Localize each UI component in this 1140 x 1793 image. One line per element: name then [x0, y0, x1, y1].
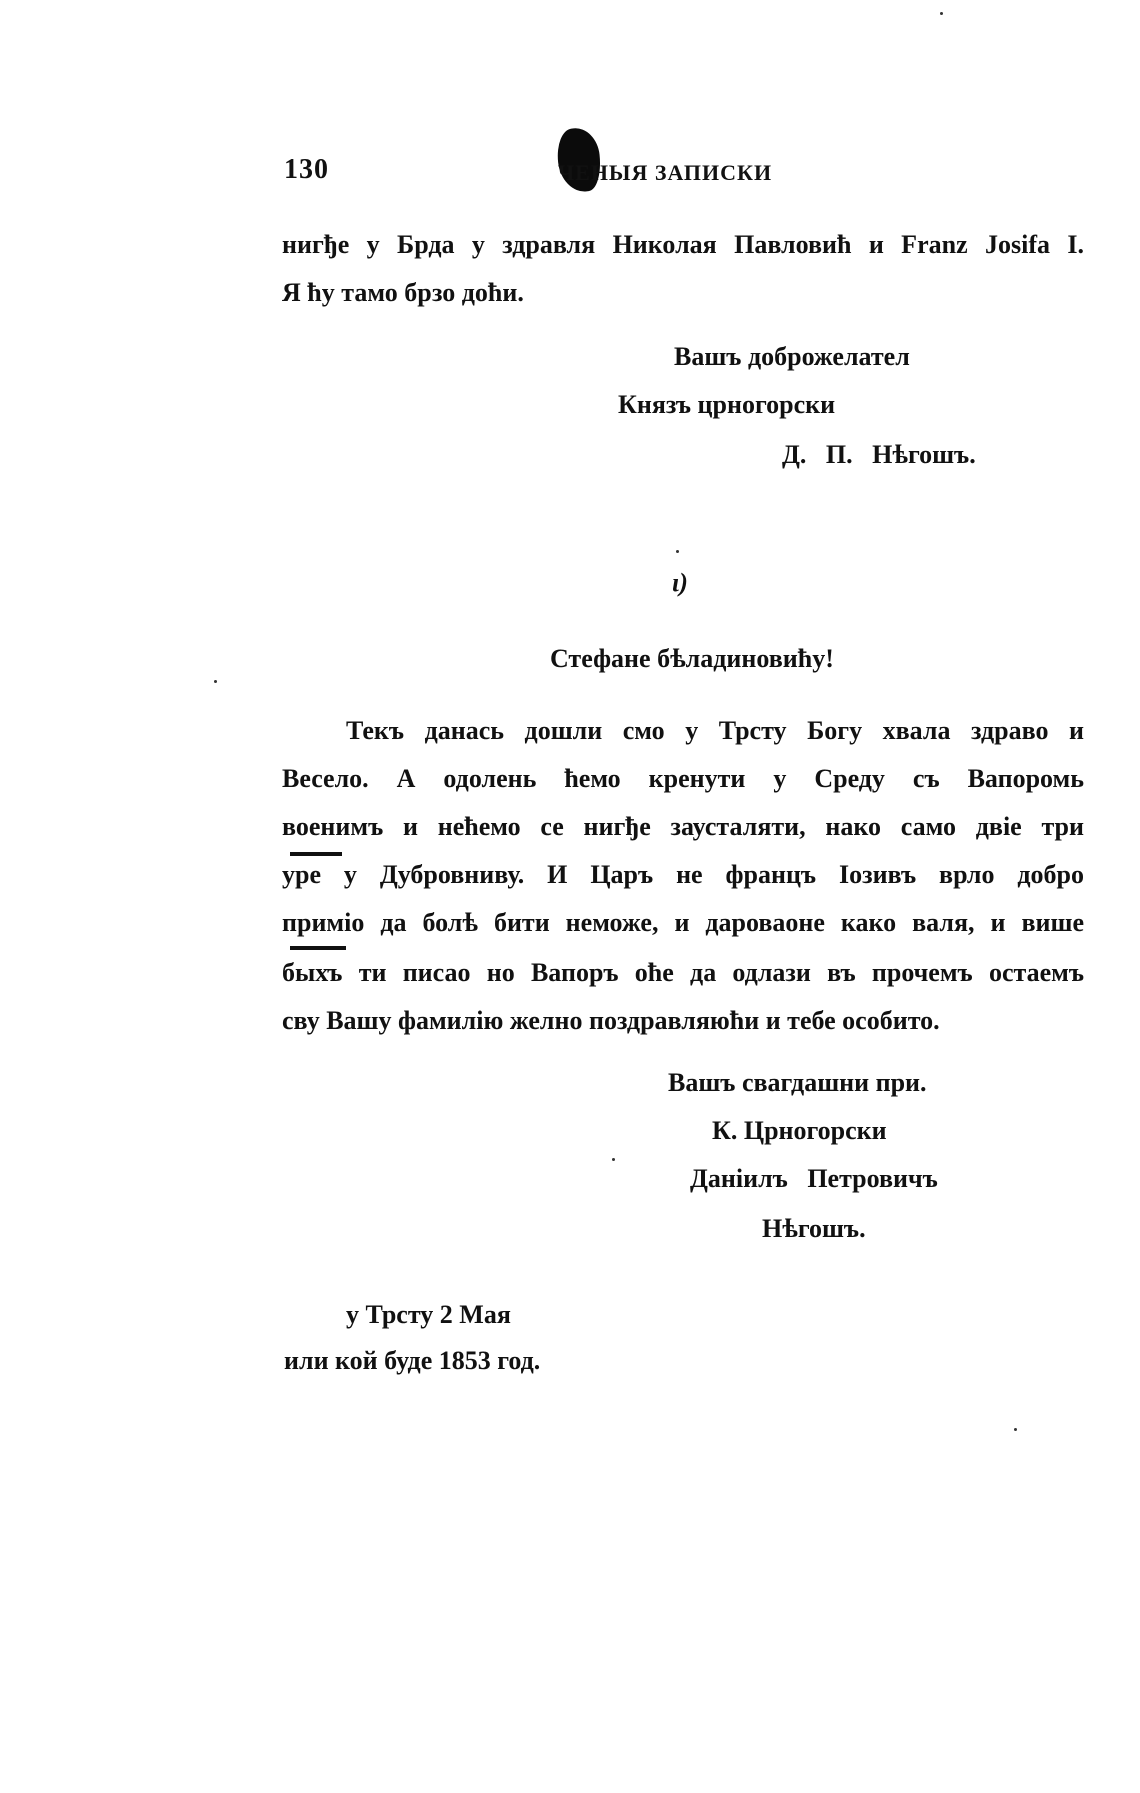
letter2-closing-3: Даніилъ Петровичъ: [690, 1164, 938, 1193]
letter1-closing-1: Вашъ доброжелател: [674, 342, 910, 371]
speck: [612, 1158, 615, 1161]
overline-mark: [290, 852, 342, 856]
letter2-salutation: Стефане бѣладиновићу!: [550, 644, 834, 673]
letter2-line-3: военимъ и нећемо се нигђе заусталяти, нако само двіе три: [282, 812, 1084, 841]
letter2-line-6: быхъ ти писао но Вапоръ оће да одлази въ прочемъ остаемъ: [282, 958, 1084, 987]
speck: [1014, 1428, 1017, 1431]
speck: [214, 680, 217, 683]
dateline-1: у Трсту 2 Мая: [346, 1300, 511, 1329]
page-number: 130: [284, 154, 329, 185]
letter1-line-2: Я ћу тамо брзо доћи.: [282, 278, 524, 307]
letter2-closing-1: Вашъ свагдашни при.: [668, 1068, 927, 1097]
letter2-signature: Нѣгошъ.: [762, 1214, 866, 1243]
letter2-line-5: приміо да болѣ бити неможе, и дароваоне како валя, и више: [282, 908, 1084, 937]
overline-mark: [290, 946, 346, 950]
dateline-2: или кой буде 1853 год.: [284, 1346, 541, 1375]
letter2-line-1: Текъ данась дошли смо у Трсту Богу хвала здраво и: [346, 716, 1084, 745]
letter2-line-4: уре у Дубровниву. И Царъ не францъ Іозивъ врло добро: [282, 860, 1084, 889]
letter1-line-1: нигђе у Брда у здравля Николая Павловић и Franz Josifa I.: [282, 230, 1084, 259]
letter2-line-7: сву Вашу фамилію желно поздравляюћи и тебе особито.: [282, 1006, 940, 1035]
letter2-closing-2: К. Црногорски: [712, 1116, 887, 1145]
speck: [940, 12, 943, 15]
letter1-signature: Д. П. Нѣгошъ.: [782, 440, 976, 469]
running-title: ЧЕНЫЯ ЗАПИСКИ: [558, 160, 773, 185]
section-marker: ι): [672, 568, 688, 597]
letter1-closing-2: Князъ црногорски: [618, 390, 836, 419]
letter2-line-2: Весело. А одолень ћемо кренути у Среду съ Вапоромь: [282, 764, 1084, 793]
speck: [676, 550, 679, 553]
